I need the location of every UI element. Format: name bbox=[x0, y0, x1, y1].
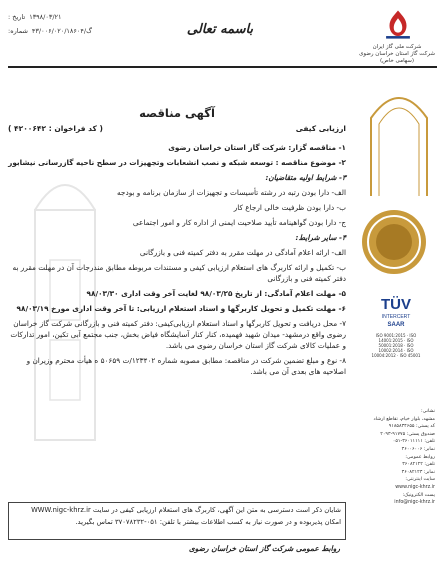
motto: باسمه تعالی bbox=[186, 22, 254, 37]
address-line: مشهد، بلوار خیام، تقاطع ارشاد bbox=[373, 416, 435, 422]
tuv-sub: INTERCERT bbox=[381, 314, 411, 320]
address-line: سایت اینترنتی: bbox=[405, 477, 435, 483]
ad-item: ۱- مناقصه گزار: شرکت گاز استان خراسان رضوی bbox=[168, 143, 346, 152]
address-line: صندوق پستی: ۹۱۷۷۵-۲۰۹۳ bbox=[380, 431, 435, 437]
tuv-certificate bbox=[367, 293, 425, 358]
number-value: گ/۴۳/۰۰۶/۰۲۰/۱۸۶۰۴ bbox=[31, 27, 92, 35]
website-link[interactable]: www.nigc-khrz.ir bbox=[395, 484, 435, 490]
company-line: (سهامی خاص) bbox=[379, 58, 415, 64]
ad-item: ۵- مهلت اعلام آمادگی: از تاریخ ۹۸/۰۳/۲۵ لغایت آخر وقت اداری ۹۸/۰۳/۳۰ bbox=[86, 289, 346, 298]
address-line: تلفن: ۳۶۰۱۱۱۱۱-۰۵۱ bbox=[392, 439, 435, 445]
tuv-sub2: SAAR bbox=[387, 322, 405, 328]
tender-ad bbox=[8, 108, 346, 381]
tuv-certs: ISO 9001:2015 · ISO 14001:2015 · ISO 50001:2018 · ISO 10002:2014 · ISO 10004:2012 · ISO 45001 bbox=[371, 333, 421, 358]
nigc-logo-icon bbox=[381, 8, 415, 42]
date-label: تاریخ : bbox=[8, 13, 26, 21]
ad-item: ۶- مهلت تکمیل و تحویل کاربرگها و اسناد استعلام ارزیابی: تا آخر وقت اداری مورخ ۹۸/۰۳/۱۹ bbox=[16, 304, 346, 313]
company-line: شرکت ملی گاز ایران bbox=[372, 44, 422, 50]
ad-code: ( کد فراخوان : ۴۲۰۰۶۴۲ ) bbox=[8, 124, 103, 133]
year-emblem-icon bbox=[359, 206, 429, 278]
header-divider bbox=[8, 66, 437, 68]
address-line: تلفن: ۳۶۰۸۲۱۲۲ bbox=[402, 462, 435, 468]
ad-item: ۸- نوع و مبلغ تضمین شرکت در مناقصه: مطابق مصوبه شماره ۱۲۳۴۰۲/ت ۵۰۶۵۹ ه هیأت محترم وزیران و اصلاحیه های بعدی آن می باشد. bbox=[26, 356, 346, 376]
arch-frame-icon bbox=[363, 78, 435, 198]
ad-item: ب- تکمیل و ارائه کاربرگ های استعلام ارزیابی کیفی و مستندات مربوطه مطابق مندرجات آن در مهلت مقرر به دفتر کمیته فنی و بازرگانی bbox=[12, 263, 346, 283]
ad-subtitle bbox=[8, 123, 346, 134]
tuv-logo-icon bbox=[367, 293, 425, 329]
ad-item: ۴- سایر شرایط: bbox=[295, 233, 346, 242]
address-line: روابط عمومی: bbox=[405, 454, 435, 460]
ad-item: ۲- موضوع مناقصه : توسعه شبکه و نصب انشعابات وتجهیزات در سطح ناحیه گازرسانی نیشابور bbox=[8, 158, 346, 167]
address-line: کد پستی: ۹۱۸۵۸۳۴۶۵۵ bbox=[388, 424, 435, 430]
email-link[interactable]: info@nigc-khrz.ir bbox=[394, 500, 435, 506]
ad-item: ب- دارا بودن ظرفیت خالی ارجاع کار bbox=[233, 203, 346, 212]
letter-meta bbox=[8, 10, 148, 38]
ad-title: آگهی مناقصه bbox=[139, 106, 215, 120]
ad-item: ۳- شرایط اولیه متقاضیان: bbox=[265, 173, 346, 182]
number-label: شماره: bbox=[8, 27, 28, 35]
company-line: شرکت گاز استان خراسان رضوی bbox=[359, 51, 435, 57]
address-line: نمابر: ۳۶۰۸۲۱۲۳ bbox=[401, 469, 435, 475]
date-value: ۱۳۹۸/۰۳/۲۱ bbox=[29, 13, 62, 21]
ad-item: الف- ارائه اعلام آمادگی در مهلت مقرر به دفتر کمیته فنی و بازرگانی bbox=[139, 248, 346, 257]
company-name bbox=[357, 44, 437, 65]
address-line: نشانی: bbox=[420, 409, 435, 414]
tuv-name: TÜV bbox=[381, 296, 411, 313]
signature: روابط عمومی شرکت گاز استان خراسان رضوی bbox=[188, 544, 340, 553]
address-line: نمابر: ۳۶۰۰۶۰۰۶ bbox=[401, 446, 435, 452]
sidebar bbox=[351, 78, 441, 568]
ad-item: ج- دارا بودن گواهینامه تأیید صلاحیت ایمنی از اداره کار و امور اجتماعی bbox=[132, 218, 346, 227]
address-line: پست الکترونیک: bbox=[402, 492, 435, 498]
ad-type: ارزیابی کیفی bbox=[295, 124, 346, 133]
ad-item: الف- دارا بودن رتبه در رشته تأسیسات و تجهیزات از سازمان برنامه و بودجه bbox=[117, 188, 346, 197]
ad-item: ۷- محل دریافت و تحویل کاربرگها و اسناد استعلام ارزیابی‌کیفی: دفتر کمیته فنی و بازرگانی شرکت گاز خراسان رضوی واقع درمشهد- میدان شهید فهمیده، کنار کنار آسایشگاه فیاض بخش، جنب مجتمع آبی تکین، امور تدارکات و عملیات کالای شرکت گاز استان خراسان رضوی می باشد. bbox=[10, 319, 346, 350]
company-address bbox=[355, 408, 435, 507]
contact-notice: شایان ذکر است دسترسی به متن این آگهی، کاربرگ های استعلام ارزیابی کیفی در سایت WWW.nigc-khrz.ir امکان پذیربوده و در صورت نیاز به کسب اطلاعات بیشتر با تلفن: ۰۵۱-۳۷۰۷۸۲۳۲ تماس بگیرید. bbox=[8, 502, 346, 540]
